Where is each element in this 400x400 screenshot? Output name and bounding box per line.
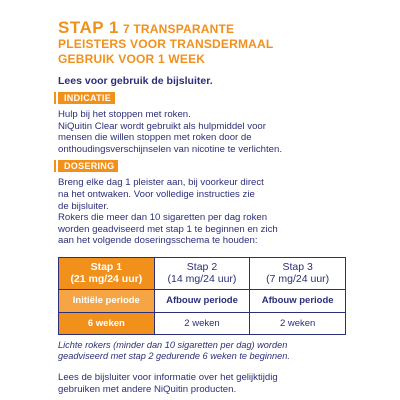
step-1-duration: 6 weken <box>59 312 155 334</box>
indicatie-line: mensen die willen stoppen met roken door de <box>58 132 252 144</box>
title-line-1 <box>58 20 348 37</box>
step-2-period: Afbouw periode <box>154 289 250 312</box>
footer-text: Lees de bijsluiter voor informatie over het gelijktijdig gebruiken met andere NiQuitin producten. <box>58 371 278 395</box>
step-3-header: Stap 3 (7 mg/24 uur) <box>250 257 346 289</box>
dosing-schedule-table <box>58 257 346 335</box>
indicatie-line: onthoudingsverschijnselen van nicotine te verlichten. <box>58 143 282 155</box>
leaflet-panel <box>58 20 348 395</box>
dosering-text <box>58 177 348 247</box>
step-2-duration: 2 weken <box>154 312 250 334</box>
read-leaflet-notice: Lees voor gebruik de bijsluiter. <box>58 75 213 87</box>
dosering-tag: DOSERING <box>58 160 118 172</box>
dosering-line: Breng elke dag 1 pleister aan, bij voorkeur direct <box>58 177 264 189</box>
table-row <box>59 289 346 312</box>
indicatie-line: Hulp bij het stoppen met roken. <box>58 109 191 120</box>
dosering-line: aan het volgende doseringsschema te houden: <box>58 235 258 247</box>
step-3-duration: 2 weken <box>250 312 346 334</box>
dosering-line: Rokers die meer dan 10 sigaretten per dag roken <box>58 212 268 224</box>
light-smokers-note: Lichte rokers (minder dan 10 sigaretten per dag) worden geadviseerd met stap 2 gedurende 6 weken te beginnen. <box>58 339 290 361</box>
step-title: STAP 1 <box>58 18 119 37</box>
indicatie-line: NiQuitin Clear wordt gebruikt als hulpmiddel voor <box>58 120 266 132</box>
dosering-line: worden geadviseerd met stap 1 te beginnen en zich <box>58 223 278 235</box>
table-row <box>59 312 346 334</box>
indicatie-tag: INDICATIE <box>58 92 115 104</box>
step-1-period: Initiële periode <box>59 289 155 312</box>
indicatie-text <box>58 109 348 155</box>
step-3-period: Afbouw periode <box>250 289 346 312</box>
step-1-header: Stap 1 (21 mg/24 uur) <box>59 257 155 289</box>
step-2-header: Stap 2 (14 mg/24 uur) <box>154 257 250 289</box>
title-rest: 7 TRANSPARANTE <box>122 22 235 36</box>
title-line-3: GEBRUIK VOOR 1 WEEK <box>58 52 206 66</box>
dosering-line: na het ontwaken. Voor volledige instructies zie <box>58 188 255 200</box>
dosering-line: de bijsluiter. <box>58 200 109 212</box>
title-line-2: PLEISTERS VOOR TRANSDERMAAL <box>58 37 274 51</box>
table-row <box>59 257 346 289</box>
